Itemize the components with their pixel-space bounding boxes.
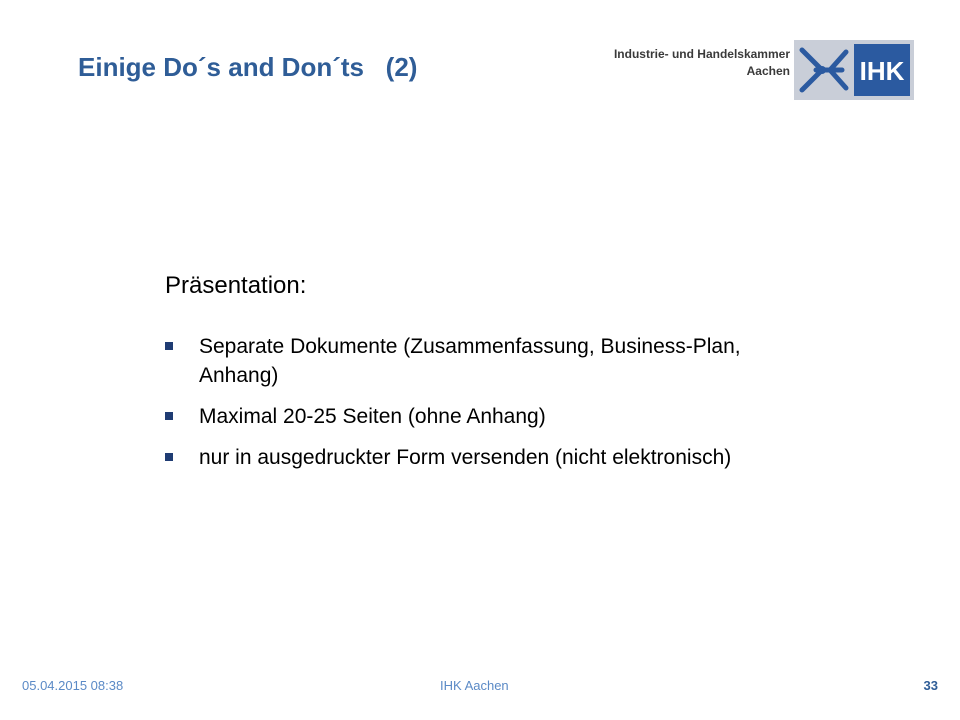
- slide-title: Einige Do´s and Don´ts (2): [78, 52, 418, 82]
- ihk-logo: [613, 40, 914, 100]
- section-heading: Präsentation:: [165, 272, 307, 299]
- bullet-item: [162, 443, 802, 472]
- logo-text: [614, 46, 790, 80]
- square-bullet-icon: [165, 453, 173, 461]
- ihk-mark-icon: [794, 40, 914, 100]
- footer-date: 05.04.2015 08:38: [22, 678, 124, 693]
- bullet-text: Maximal 20-25 Seiten (ohne Anhang): [199, 405, 546, 428]
- page-number: 33: [923, 678, 938, 693]
- logo-text-line2: Aachen: [746, 64, 790, 78]
- logo-text-line1: Industrie- und Handelskammer: [613, 47, 790, 61]
- footer-organization: IHK Aachen: [440, 678, 509, 693]
- bullet-text: nur in ausgedruckter Form versenden (nicht elektronisch): [199, 446, 732, 469]
- bullet-item: [162, 402, 802, 431]
- square-bullet-icon: [165, 412, 173, 420]
- logo-mark-text: IHK: [859, 56, 905, 86]
- square-bullet-icon: [165, 342, 173, 350]
- bullet-item: [162, 332, 802, 390]
- bullet-text: Separate Dokumente (Zusammenfassung, Business-Plan, Anhang): [199, 335, 741, 387]
- bullet-list: [162, 332, 802, 484]
